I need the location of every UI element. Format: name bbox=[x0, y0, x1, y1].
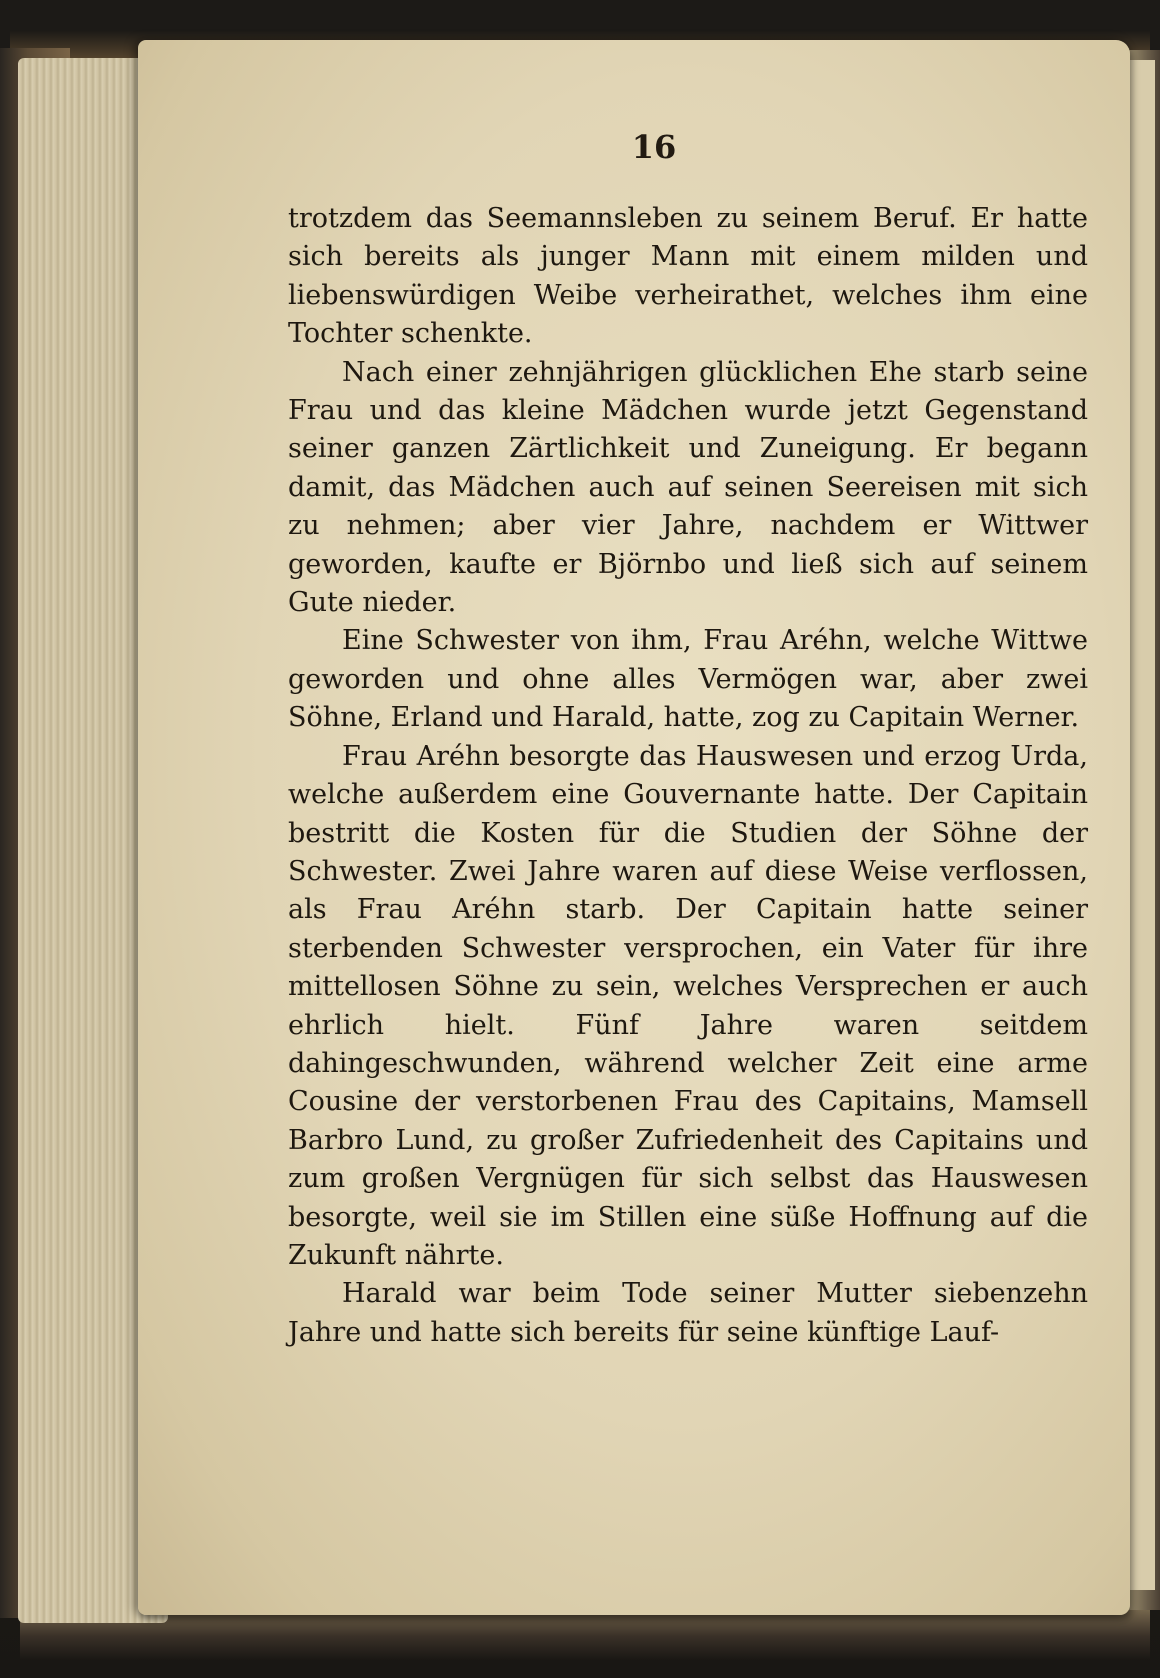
page-number: 16 bbox=[631, 128, 677, 166]
paragraph-4: Frau Aréhn besorgte das Hauswesen und erzog Urda, welche außerdem eine Gouvernante hatte. Der Capitain bestritt die Kosten für die Studien der Söhne der Schwester. Zwei Jahre waren auf diese Weise verflossen, als Frau Aréhn starb. Der Capitain hatte seiner sterbenden Schwester versprochen, ein Vater für ihre mittellosen Söhne zu sein, welches Versprechen er auch ehrlich hielt. Fünf Jahre waren seitdem dahingeschwunden, während welcher Zeit eine arme Cousine der verstorbenen Frau des Capitains, Mamsell Barbro Lund, zu großer Zufriedenheit des Capitains und zum großen Vergnügen für sich selbst das Hauswesen besorgte, weil sie im Stillen eine süße Hoffnung auf die Zukunft nährte. bbox=[288, 740, 1088, 1271]
paragraph-1: trotzdem das Seemannsleben zu seinem Beruf. Er hatte sich bereits als junger Mann mit einem milden und liebenswürdigen Weibe verheirathet, welches ihm eine Tochter schenkte. bbox=[288, 203, 1088, 350]
paragraph-5: Harald war beim Tode seiner Mutter siebenzehn Jahre und hatte sich bereits für seine künftige Lauf- bbox=[288, 1278, 1088, 1348]
paragraph-3: Eine Schwester von ihm, Frau Aréhn, welche Wittwe geworden und ohne alles Vermögen war, aber zwei Söhne, Erland und Harald, hatte, zog zu Capitain Werner. bbox=[288, 625, 1088, 734]
page-text bbox=[288, 200, 1088, 1352]
paragraph-2: Nach einer zehnjährigen glücklichen Ehe starb seine Frau und das kleine Mädchen wurde jetzt Gegenstand seiner ganzen Zärtlichkeit und Zuneigung. Er begann damit, das Mädchen auch auf seinen Seereisen mit sich zu nehmen; aber vier Jahre, nachdem er Wittwer geworden, kaufte er Björnbo und ließ sich auf seinem Gute nieder. bbox=[288, 356, 1088, 619]
book-page bbox=[138, 40, 1130, 1615]
